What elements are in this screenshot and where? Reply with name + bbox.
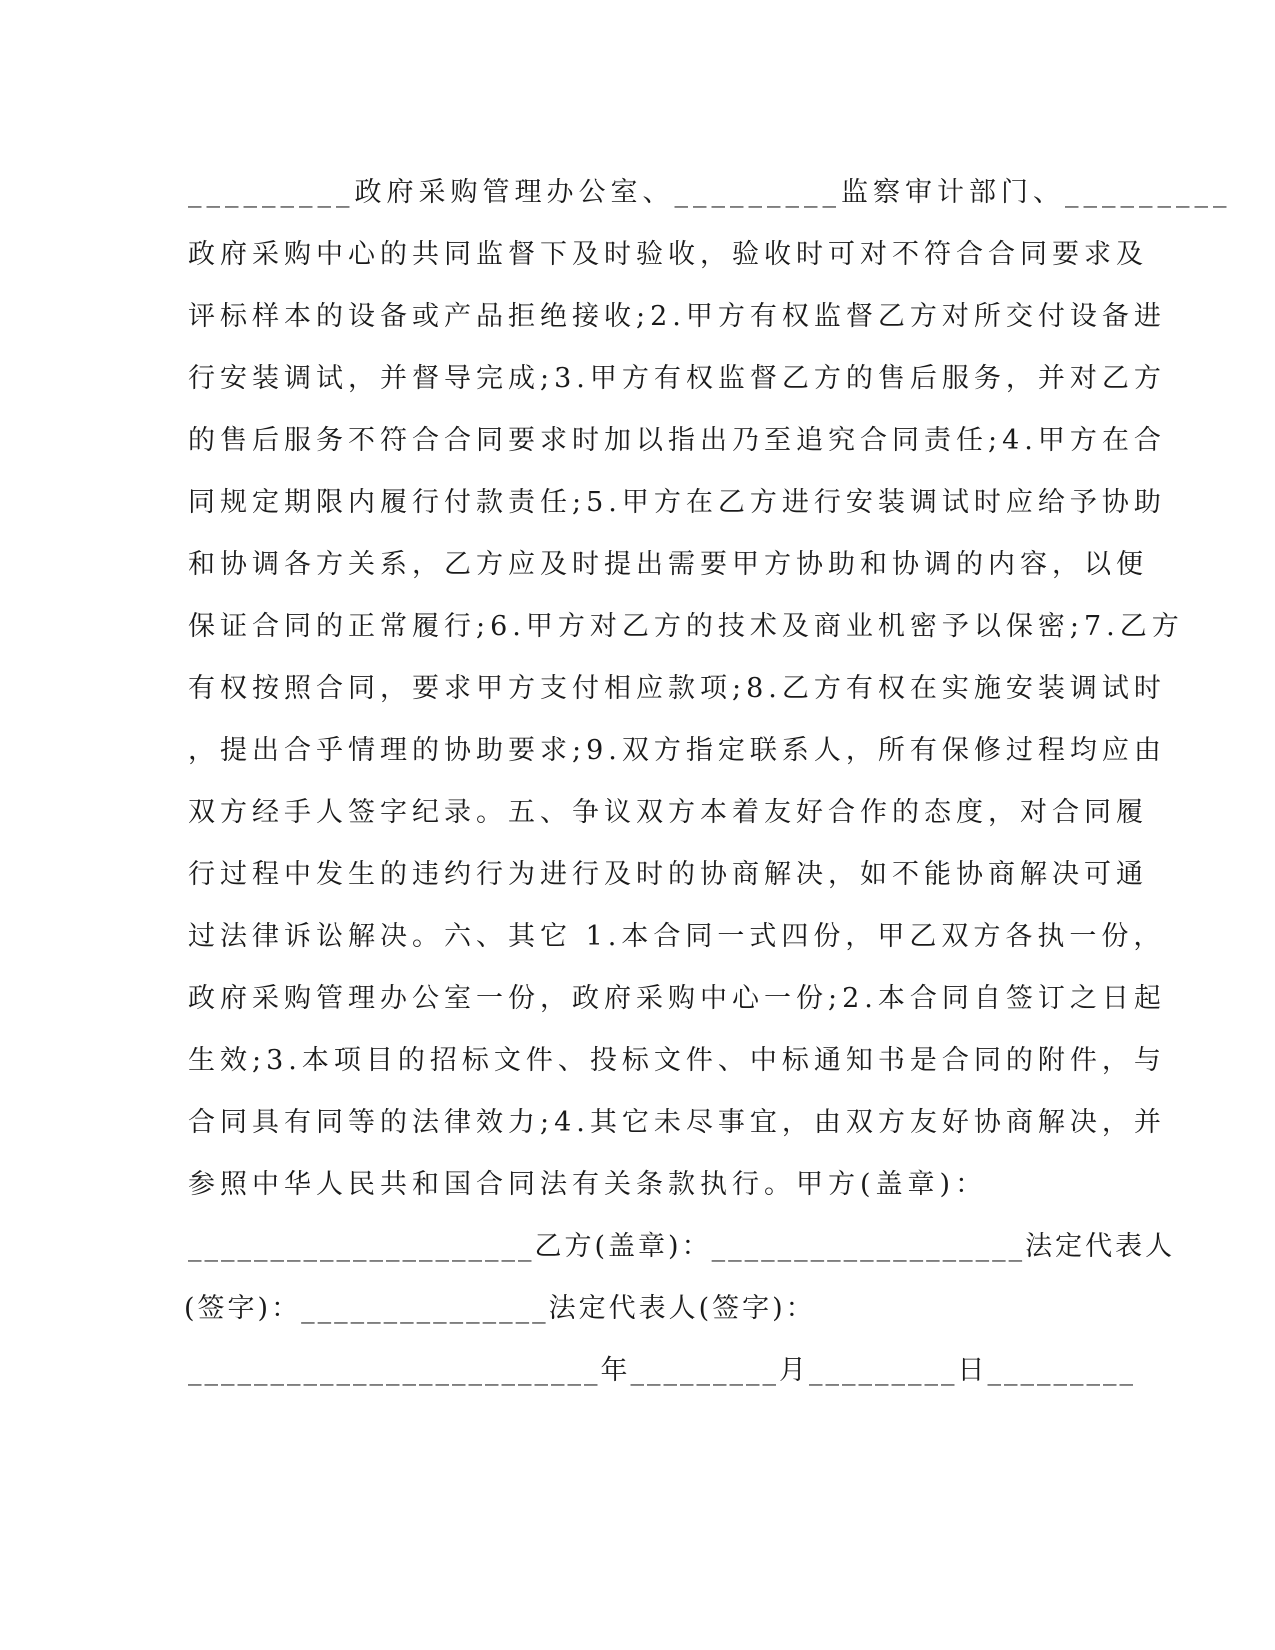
- signature-line-parties: _____________________乙方(盖章)：___________________法定代表人: [188, 1231, 1176, 1262]
- text-line: 参照中华人民共和国合同法有关条款执行。甲方(盖章)：: [188, 1169, 988, 1200]
- text-line: 行过程中发生的违约行为进行及时的协商解决，如不能协商解决可通: [188, 859, 1148, 890]
- text-line: 保证合同的正常履行;6.甲方对乙方的技术及商业机密予以保密;7.乙方: [188, 611, 1184, 642]
- text-line: 的售后服务不符合合同要求时加以指出乃至追究合同责任;4.甲方在合: [188, 425, 1166, 456]
- text-line: ，提出合乎情理的协助要求;9.双方指定联系人，所有保修过程均应由: [188, 735, 1166, 766]
- text-line: 同规定期限内履行付款责任;5.甲方在乙方进行安装调试时应给予协助: [188, 487, 1166, 518]
- signature-line-representatives: (签字)：_______________法定代表人(签字)：: [184, 1293, 816, 1324]
- text-line: 有权按照合同，要求甲方支付相应款项;8.乙方有权在实施安装调试时: [188, 673, 1166, 704]
- text-line: 和协调各方关系，乙方应及时提出需要甲方协助和协调的内容，以便: [188, 549, 1148, 580]
- text-line: 行安装调试，并督导完成;3.甲方有权监督乙方的售后服务，并对乙方: [188, 363, 1166, 394]
- contract-text-body: [184, 162, 1232, 1402]
- text-line: 政府采购中心的共同监督下及时验收，验收时可对不符合合同要求及: [188, 239, 1148, 270]
- text-line: 双方经手人签字纪录。五、争议双方本着友好合作的态度，对合同履: [188, 797, 1148, 828]
- text-line: 生效;3.本项目的招标文件、投标文件、中标通知书是合同的附件，与: [188, 1045, 1166, 1076]
- text-line: 过法律诉讼解决。六、其它 1.本合同一式四份，甲乙双方各执一份，: [188, 921, 1166, 952]
- date-line: _________________________年_________月_________日_________: [188, 1355, 1136, 1386]
- text-line: 合同具有同等的法律效力;4.其它未尽事宜，由双方友好协商解决，并: [188, 1107, 1166, 1138]
- text-line: 政府采购管理办公室一份，政府采购中心一份;2.本合同自签订之日起: [188, 983, 1166, 1014]
- text-line: _________政府采购管理办公室、_________监察审计部门、_________: [188, 177, 1232, 208]
- text-line: 评标样本的设备或产品拒绝接收;2.甲方有权监督乙方对所交付设备进: [188, 301, 1166, 332]
